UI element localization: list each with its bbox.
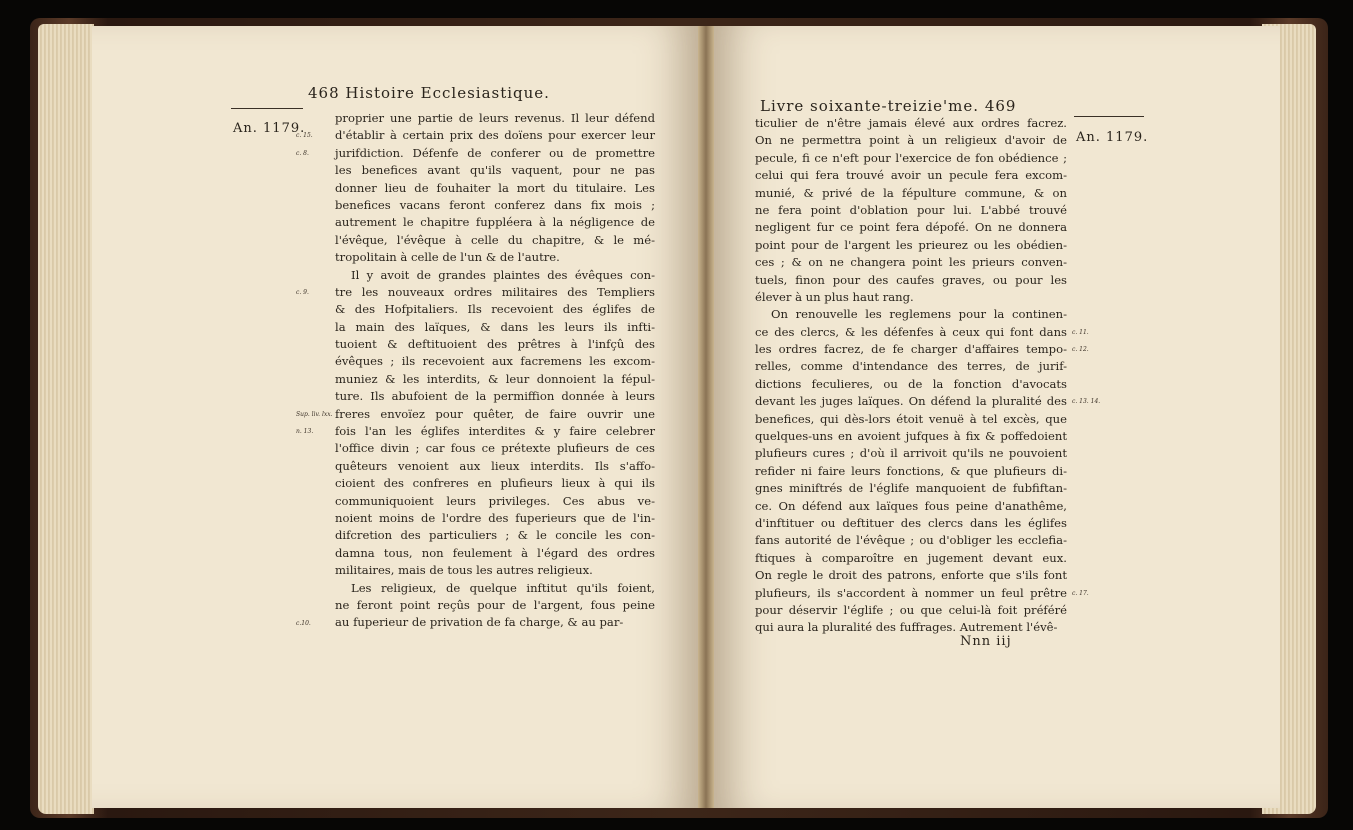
right-year-rule (1074, 116, 1144, 117)
margin-note: c. 13. 14. (1072, 398, 1101, 406)
text-line: On ne permettra point à un religieux d'avoir de (755, 133, 1067, 148)
page-edges-left (38, 24, 94, 814)
text-line: dictions feculieres, ou de la fonction d'avocats (755, 376, 1067, 391)
text-line: les ordres facrez, de fe charger d'affaires tempo- (755, 342, 1067, 357)
text-line: & des Hofpitaliers. Ils recevoient des églifes de (335, 302, 655, 317)
text-line: pecule, fi ce n'eft pour l'exercice de fon obédience ; (755, 150, 1067, 165)
text-line: les benefices avant qu'ils vaquent, pour ne pas (335, 163, 655, 178)
text-line: plufieurs, ils s'accordent à nommer un feul prêtre (755, 585, 1067, 600)
text-line: autrement le chapitre fuppléera à la négligence de (335, 215, 655, 230)
text-line: qui aura la pluralité des fuffrages. Autrement l'évê- (755, 620, 1058, 635)
text-line: fans autorité de l'évêque ; ou d'obliger les ecclefia- (755, 533, 1067, 548)
text-line: refider ni faire leurs fonctions, & que plufieurs di- (755, 463, 1067, 478)
text-line: communiquoient leurs privileges. Ces abus ve- (335, 493, 655, 508)
margin-note: c. 15. (296, 132, 313, 140)
text-line: tre les nouveaux ordres militaires des Templiers (335, 284, 655, 299)
text-line: Il y avoit de grandes plaintes des évêques con- (351, 267, 655, 282)
text-line: au fuperieur de privation de fa charge, & au par- (335, 615, 624, 630)
text-line: negligent fur ce point fera dépofé. On ne donnera (755, 220, 1067, 235)
text-line: ces ; & on ne changera point les prieurs conven- (755, 255, 1067, 270)
text-line: donner lieu de fouhaiter la mort du titulaire. Les (335, 180, 655, 195)
margin-note: n. 13. (296, 428, 314, 436)
margin-note: c. 11. (1072, 328, 1089, 336)
text-line: proprier une partie de leurs revenus. Il leur défend (335, 111, 655, 125)
text-line: quelques-uns en avoient jufques à fix & poffedoient (755, 429, 1067, 444)
text-line: d'inftituer ou deftituer des clercs dans les églifes (755, 515, 1067, 530)
text-line: ticulier de n'être jamais élevé aux ordres facrez. (755, 116, 1067, 130)
book-gutter (698, 26, 714, 808)
text-line: quêteurs venoient aux lieux interdits. Ils s'affo- (335, 458, 655, 473)
text-line: ture. Ils abufoient de la permiffion donnée à leurs (335, 389, 655, 404)
left-year-rule (231, 108, 303, 109)
text-line: On renouvelle les reglemens pour la continen- (771, 307, 1067, 322)
left-running-header: 468 Histoire Ecclesiastique. (308, 84, 550, 102)
text-line: plufieurs cures ; d'où il arrivoit qu'ils ne pouvoient (755, 446, 1067, 461)
text-line: munié, & privé de la fépulture commune, & on (755, 185, 1067, 200)
right-year-marker: An. 1179. (1076, 130, 1149, 145)
text-line: freres envoïez pour quêter, de faire ouvrir une (335, 406, 655, 421)
text-line: ce. On défend aux laïques fous peine d'anathême, (755, 498, 1067, 513)
text-line: noient moins de l'ordre des fuperieurs que de l'in- (335, 510, 655, 525)
text-line: devant les juges laïques. On défend la pluralité des (755, 394, 1067, 409)
text-line: muniez & les interdits, & leur donnoient la fépul- (335, 371, 655, 386)
text-line: ftiques à comparoître en jugement devant eux. (755, 550, 1067, 565)
text-line: l'évêque, l'évêque à celle du chapitre, & le mé- (335, 232, 655, 247)
text-line: cioient des confreres en plufieurs lieux à qui ils (335, 476, 655, 491)
text-line: gnes miniftrés de l'églife manquoient de fubfiftan- (755, 481, 1067, 496)
text-line: celui qui fera trouvé avoir un pecule fera excom- (755, 168, 1067, 183)
text-line: l'office divin ; car fous ce prétexte plufieurs de ces (335, 441, 655, 456)
text-line: évêques ; ils recevoient aux facremens les excom- (335, 354, 655, 369)
margin-note: Sup. liv. lxx. (296, 410, 333, 418)
text-line: ce des clercs, & les défenfes à ceux qui font dans (755, 324, 1067, 339)
text-line: pour déservir l'églife ; ou que celui-là foit préféré (755, 602, 1067, 617)
right-body-text (755, 115, 1067, 637)
text-line: fois l'an les églifes interdites & y faire celebrer (335, 424, 655, 439)
text-line: militaires, mais de tous les autres religieux. (335, 563, 593, 578)
margin-note: c. 17. (1072, 589, 1089, 597)
margin-note: c. 9. (296, 289, 309, 296)
text-line: jurifdiction. Défenfe de conferer ou de promettre (335, 145, 655, 160)
margin-note: c. 12. (1072, 346, 1089, 354)
text-line: tuoient & deftituoient des prêtres à l'infçû des (335, 337, 655, 352)
text-line: élever à un plus haut rang. (755, 289, 914, 304)
text-line: benefices vacans feront conferez dans fix mois ; (335, 197, 655, 212)
text-line: ne feront point reçûs pour de l'argent, fous peine (335, 597, 655, 612)
right-signature-mark: Nnn iij (960, 634, 1012, 649)
right-running-header: Livre soixante-treizie'me. 469 (760, 97, 1017, 115)
text-line: difcretion des particuliers ; & le concile les con- (335, 528, 655, 543)
margin-note: c.10. (296, 619, 311, 627)
text-line: damna tous, non feulement à l'égard des ordres (335, 545, 655, 560)
text-line: Les religieux, de quelque inftitut qu'ils foient, (351, 580, 655, 595)
text-line: tropolitain à celle de l'un & de l'autre. (335, 250, 560, 265)
text-line: d'établir à certain prix des doïens pour exercer leur (335, 128, 655, 143)
text-line: relles, comme d'intendance des terres, de jurif- (755, 359, 1067, 374)
text-line: point pour de l'argent les prieurez ou les obédien- (755, 237, 1067, 252)
text-line: la main des laïques, & dans les leurs ils infti- (335, 319, 655, 334)
left-body-text (335, 110, 655, 632)
left-year-marker: An. 1179. (233, 121, 306, 136)
text-line: On regle le droit des patrons, enforte que s'ils font (755, 568, 1067, 583)
margin-note: c. 8. (296, 149, 309, 157)
text-line: benefices, qui dès-lors étoit venuë à tel excès, que (755, 411, 1067, 426)
text-line: tuels, finon pour des caufes graves, ou pour les (755, 272, 1067, 287)
text-line: ne fera point d'oblation pour lui. L'abbé trouvé (755, 202, 1067, 217)
